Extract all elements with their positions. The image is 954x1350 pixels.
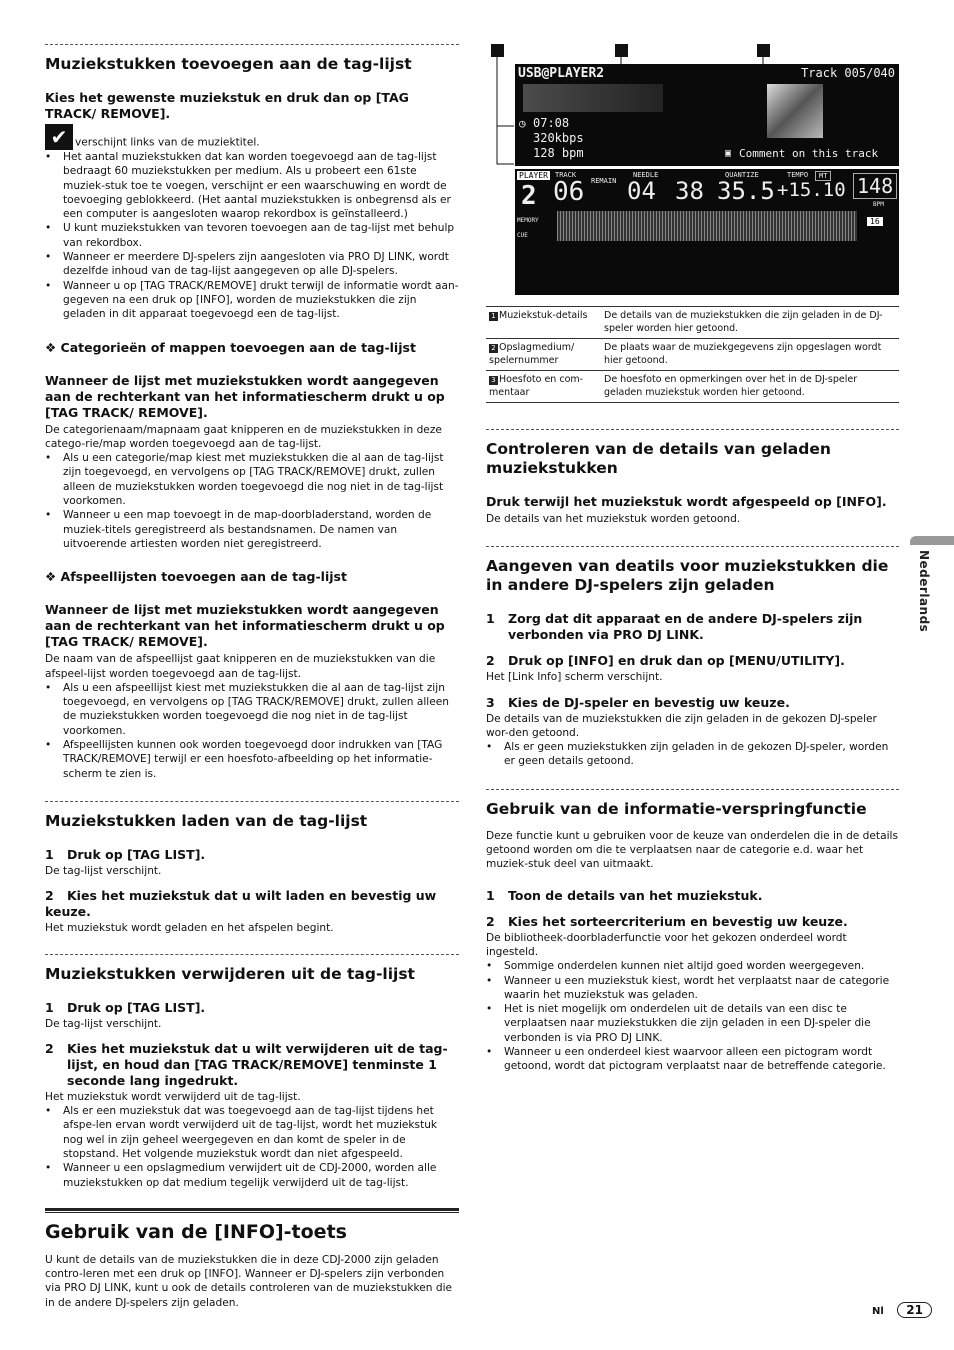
check-text: verschijnt links van de muziektitel. xyxy=(75,136,260,149)
step-detail: De tag-lijst verschijnt. xyxy=(45,1017,162,1030)
paragraph: Deze functie kunt u gebruiken voor de keuze van onderdelen die in de details getoond worden om die te verplaatsen naar de categorie e.d. waar het muziek-stuk deel van uitmaakt. xyxy=(486,829,898,871)
section-title: Controleren van de details van geladen muziekstukken xyxy=(486,440,831,477)
legend-number: 1 xyxy=(489,312,498,321)
player-screen-illustration xyxy=(486,44,899,304)
divider xyxy=(486,546,899,547)
track-counter: Track 005/040 xyxy=(801,66,895,80)
subsection-title: ❖ Afspeellijsten toevoegen aan de tag-lijst xyxy=(45,569,347,585)
checkmark-icon: ✔ xyxy=(45,124,73,150)
list-item: • Als er een muziekstuk dat was toegevoegd aan de tag-lijst tijdens het afspe-len ervan wordt verwijderd uit de tag-lijst, wordt het muziekstuk nog wel in zijn geheel weergegeven en dan komt de speler in de stopstand. Het volgende muziekstuk wordt dan niet afgespeeld. xyxy=(45,1104,459,1161)
track-time: 07:08 xyxy=(533,116,570,130)
section-title: Muziekstukken verwijderen uit de tag-lijst xyxy=(45,964,415,983)
legend-table xyxy=(486,306,899,403)
step-detail: De bibliotheek-doorbladerfunctie voor het gekozen onderdeel wordt ingesteld. xyxy=(486,931,847,958)
source-label: USB@PLAYER2 xyxy=(518,66,605,81)
tempo-label: TEMPO xyxy=(787,171,809,179)
step-detail: De tag-lijst verschijnt. xyxy=(45,864,162,877)
instruction: Wanneer de lijst met muziekstukken wordt aangegeven aan de rechterkant van het informatiescherm drukt u op [TAG TRACK/ REMOVE]. xyxy=(45,602,445,650)
player-number: 2 xyxy=(521,181,537,211)
divider xyxy=(45,44,459,45)
left-column xyxy=(45,44,459,1310)
waveform xyxy=(557,211,857,241)
legend-number: 2 xyxy=(489,344,498,353)
bitrate: 320kbps xyxy=(533,131,584,145)
step-detail: Het muziekstuk wordt verwijderd uit de tag-lijst. xyxy=(45,1090,301,1103)
list-item: • Wanneer er meerdere DJ-spelers zijn aangesloten via PRO DJ LINK, wordt dezelfde inhoud van de tag-lijst aangegeven op alle DJ-spelers. xyxy=(45,250,459,279)
bpm-unit: BPM xyxy=(873,201,884,208)
list-item: • Als u een afspeellijst kiest met muziekstukken die al aan de tag-lijst zijn toegevoegd, en vervolgens op [TAG TRACK/REMOVE] drukt, zullen alleen de muziekstukken worden toegevoegd die nog niet in de tag-lijst voorkomen. xyxy=(45,681,459,738)
table-cell xyxy=(486,307,601,339)
comment-text: Comment on this track xyxy=(739,147,879,160)
step xyxy=(486,695,899,711)
bullet-list xyxy=(45,681,459,781)
list-item: • Wanneer u een map toevoegt in de map-doorbladerstand, worden de muziek-titels geregistreerd als bestandsnamen. De namen van uitvoerende artiesten worden niet geregistreerd. xyxy=(45,508,459,551)
page-number: 21 xyxy=(897,1302,932,1318)
table-cell xyxy=(486,371,601,403)
step-text: Kies de DJ-speler en bevestig uw keuze. xyxy=(508,694,790,710)
section-title: Muziekstukken laden van de tag-lijst xyxy=(45,811,368,830)
section-title: Muziekstukken toevoegen aan de tag-lijst xyxy=(45,55,412,73)
step-number: 1 xyxy=(486,611,495,627)
blurred-title xyxy=(523,84,663,112)
step-detail: Het muziekstuk wordt geladen en het afspelen begint. xyxy=(45,922,334,935)
table-row xyxy=(486,371,899,403)
step-number: 2 xyxy=(45,1040,54,1056)
step xyxy=(45,888,459,920)
frames: 35.5 xyxy=(717,177,775,205)
step-number: 1 xyxy=(45,999,54,1015)
list-item: • Wanneer u een onderdeel kiest waarvoor alleen een pictogram wordt getoond, wordt dat pictogram verplaatst naar de betreffende categorie. xyxy=(486,1045,899,1074)
list-item: • Wanneer u een opslagmedium verwijdert uit de CDJ-2000, worden alle muziekstukken op dat medium tegelijk verwijderd uit de tag-lijst. xyxy=(45,1161,459,1190)
mt-label: MT xyxy=(815,171,831,181)
paragraph: De naam van de afspeellijst gaat knipperen en de muziekstukken van die afspeel-lijst worden toegevoegd aan de tag-lijst. xyxy=(45,653,436,680)
comment-icon: ▣ xyxy=(725,148,732,159)
step-text: Druk op [TAG LIST]. xyxy=(67,999,206,1015)
step-number: 1 xyxy=(45,846,54,862)
list-item: • Wanneer u op [TAG TRACK/REMOVE] drukt terwijl de informatie wordt aan-gegeven na een druk op [INFO], worden de muziekstukken die zijn geladen in dit apparaat toegevoegd een de tag-lijst. xyxy=(45,279,459,322)
step-text: Kies het sorteercriterium en bevestig uw keuze. xyxy=(508,913,848,929)
memory-label: MEMORY xyxy=(517,217,539,224)
main-heading: Gebruik van de [INFO]-toets xyxy=(45,1220,347,1243)
legend-term: Hoesfoto en com-mentaar xyxy=(489,374,584,398)
minutes: 04 xyxy=(627,177,656,205)
table-row xyxy=(486,307,899,339)
divider xyxy=(45,954,459,955)
language-code: Nl xyxy=(872,1306,884,1317)
section-title: Gebruik van de informatie-verspringfunctie xyxy=(486,799,867,818)
bullet-list xyxy=(486,740,899,769)
list-item: • Sommige onderdelen kunnen niet altijd goed worden weergegeven. xyxy=(486,959,899,973)
legend-description: De details van de muziekstukken die zijn geladen in de DJ-speler worden hier getoond. xyxy=(601,307,899,339)
legend-term: Opslagmedium/ spelernummer xyxy=(489,342,575,366)
step-detail: Het [Link Info] scherm verschijnt. xyxy=(486,671,663,684)
player-label: PLAYER xyxy=(519,171,548,180)
list-item: • Als er geen muziekstukken zijn geladen in de gekozen DJ-speler, worden er geen details getoond. xyxy=(486,740,899,769)
seconds: 38 xyxy=(675,177,704,205)
needle-label: NEEDLE xyxy=(633,171,659,179)
track-number: 06 xyxy=(553,177,585,207)
check-line xyxy=(45,124,459,150)
bullet-list xyxy=(45,451,459,551)
step-text: Zorg dat dit apparaat en de andere DJ-spelers zijn verbonden via PRO DJ LINK. xyxy=(508,611,863,643)
section-title: Aangeven van deatils voor muziekstukken die in andere DJ-spelers zijn geladen xyxy=(486,557,889,595)
list-item: • Het aantal muziekstukken dat kan worden toegevoegd aan de tag-lijst bedraagt 60 muziekstukken per medium. Als u probeert een 61ste muziek-stuk toe te voegen, verschijnt er een waarschuwing en wordt de toevoeging geblokkeerd. (Het aantal muziekstukken is onbegrensd als er een computer is aangesloten waarop rekordbox is geïnstalleerd.) xyxy=(45,150,459,221)
paragraph: U kunt de details van de muziekstukken die in deze CDJ-2000 zijn geladen contro-leren met een druk op [INFO]. Wanneer er DJ-spelers zijn verbonden via PRO DJ LINK, kunt u ook de details controleren van de muziekstukken die in de andere DJ-spelers zijn geladen. xyxy=(45,1253,453,1309)
track-label: TRACK xyxy=(555,171,577,179)
beat-counter: 16 xyxy=(867,217,883,226)
table-row xyxy=(486,339,899,371)
clock-icon: ◷ xyxy=(519,117,526,130)
lcd-main-display xyxy=(515,169,899,295)
language-label: Nederlands xyxy=(917,550,931,633)
divider xyxy=(45,801,459,802)
step-number: 1 xyxy=(486,887,495,903)
instruction: Wanneer de lijst met muziekstukken wordt aangegeven aan de rechterkant van het informatiescherm drukt u op [TAG TRACK/ REMOVE]. xyxy=(45,372,445,420)
step-number: 2 xyxy=(486,653,495,669)
divider xyxy=(486,429,899,430)
tempo-value: +15.10 xyxy=(777,179,846,201)
step-text: Druk op [TAG LIST]. xyxy=(67,846,206,862)
divider xyxy=(486,789,899,790)
step xyxy=(486,914,899,930)
step xyxy=(486,611,899,643)
step-number: 2 xyxy=(45,888,54,904)
bullet-list xyxy=(45,1104,459,1190)
list-item: • Het is niet mogelijk om onderdelen uit de details van een disc te verplaatsen naar muziekstukken die zijn geladen in een DJ-speler die verbonden is via PRO DJ LINK. xyxy=(486,1002,899,1045)
artwork xyxy=(767,84,823,138)
cue-label: CUE xyxy=(517,232,528,239)
lcd-info-display xyxy=(515,64,899,166)
right-column xyxy=(486,44,899,1074)
step-text: Druk op [INFO] en druk dan op [MENU/UTILITY]. xyxy=(508,653,845,669)
step xyxy=(45,847,459,863)
step-text: Toon de details van het muziekstuk. xyxy=(508,887,763,903)
step-detail: De details van de muziekstukken die zijn geladen in de gekozen DJ-speler wor-den getoond. xyxy=(486,712,877,739)
quantize-label: QUANTIZE xyxy=(725,171,759,179)
bpm-value: 148 xyxy=(853,173,897,199)
bpm-line: 128 bpm xyxy=(533,146,584,160)
step xyxy=(486,888,899,904)
table-cell xyxy=(486,339,601,371)
instruction: Kies het gewenste muziekstuk en druk dan op [TAG TRACK/ REMOVE]. xyxy=(45,90,409,121)
step-text: Kies het muziekstuk dat u wilt verwijderen uit de tag-lijst, en houd dan [TAG TRACK/REMOVE] tenminste 1 seconde lang ingedrukt. xyxy=(67,1040,448,1088)
paragraph: De details van het muziekstuk worden getoond. xyxy=(486,513,741,525)
page-footer xyxy=(872,1302,932,1318)
step xyxy=(45,1041,459,1089)
legend-description: De plaats waar de muziekgegevens zijn opgeslagen wordt hier getoond. xyxy=(601,339,899,371)
remain-label: REMAIN xyxy=(591,177,617,185)
paragraph: De categorienaam/mapnaam gaat knipperen en de muziekstukken in deze catego-rie/map worden toegevoegd aan de tag-lijst. xyxy=(45,423,442,450)
language-tab xyxy=(907,536,954,646)
legend-number: 3 xyxy=(489,376,498,385)
double-rule xyxy=(45,1208,459,1213)
tab-bar xyxy=(910,536,954,545)
step-number: 2 xyxy=(486,913,495,929)
legend-description: De hoesfoto en opmerkingen over het in de DJ-speler geladen muziekstuk worden hier getoond. xyxy=(601,371,899,403)
step xyxy=(45,1000,459,1016)
list-item: • Als u een categorie/map kiest met muziekstukken die al aan de tag-lijst zijn toegevoegd, en vervolgens op [TAG TRACK/REMOVE] drukt, zullen alleen de muziekstukken worden toegevoegd die nog niet in de tag-lijst voorkomen. xyxy=(45,451,459,508)
subsection-title: ❖ Categorieën of mappen toevoegen aan de tag-lijst xyxy=(45,339,416,355)
instruction: Druk terwijl het muziekstuk wordt afgespeeld op [INFO]. xyxy=(486,494,887,509)
list-item: • Wanneer u een muziekstuk kiest, wordt het verplaatst naar de categorie waarin het muziekstuk was geladen. xyxy=(486,974,899,1003)
list-item: • U kunt muziekstukken van tevoren toevoegen aan de tag-lijst met behulp van rekordbox. xyxy=(45,221,459,250)
list-item: • Afspeellijsten kunnen ook worden toegevoegd door indrukken van [TAG TRACK/REMOVE] terwijl er een hoesfoto-afbeelding op het informatie-scherm te zien is. xyxy=(45,738,459,781)
bullet-list xyxy=(486,959,899,1073)
step xyxy=(486,653,899,669)
step-text: Kies het muziekstuk dat u wilt laden en bevestig uw keuze. xyxy=(45,888,437,920)
step-number: 3 xyxy=(486,694,495,710)
legend-term: Muziekstuk-details xyxy=(499,310,588,321)
bullet-list xyxy=(45,150,459,322)
